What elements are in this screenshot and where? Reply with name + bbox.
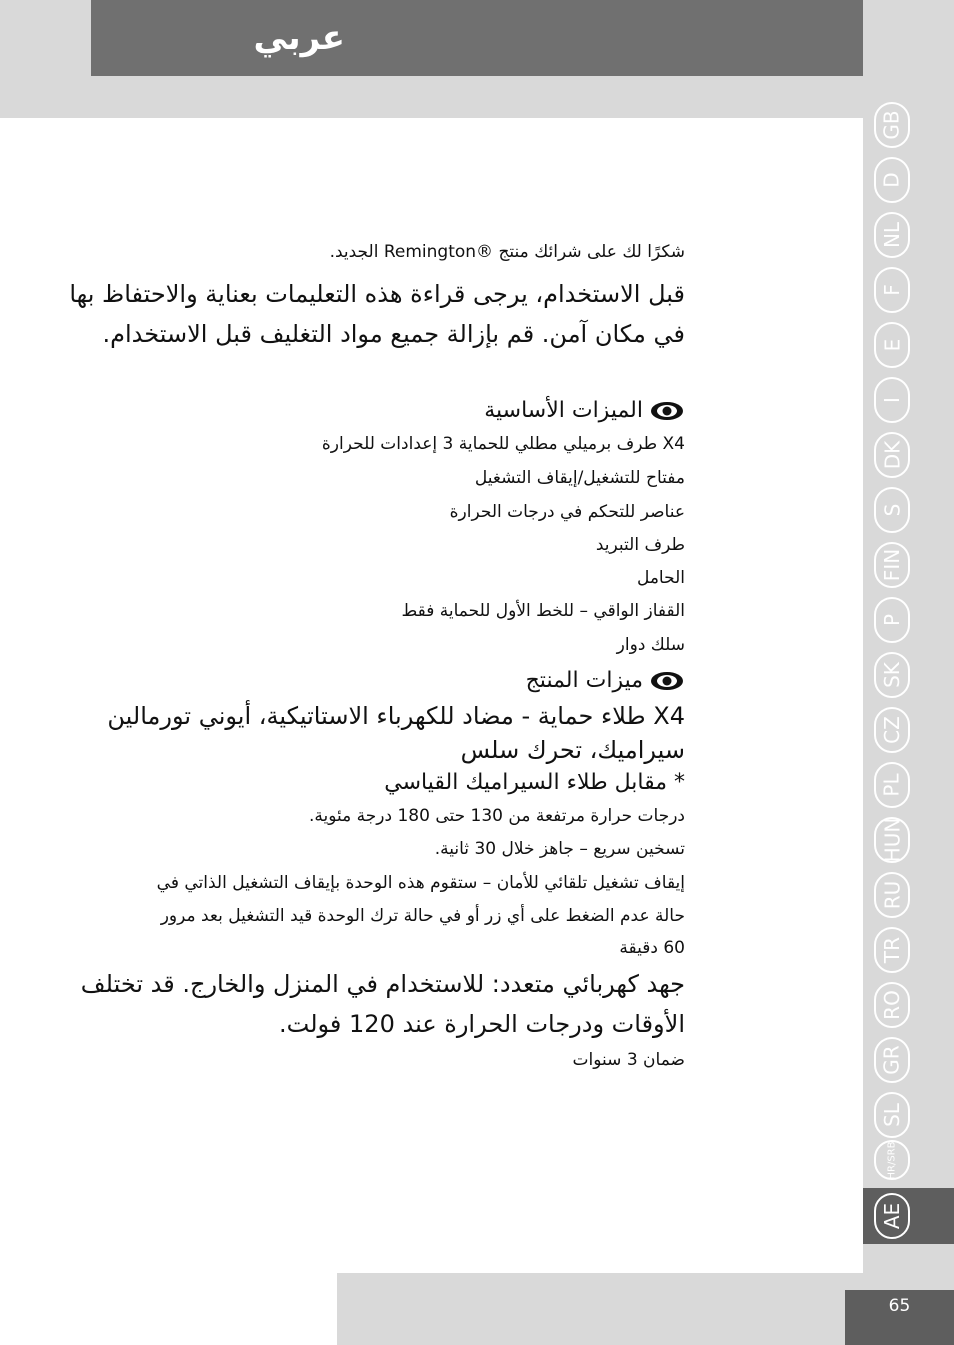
product-features-heading [526, 668, 685, 693]
lang-tab-hun[interactable]: HUN [874, 817, 910, 863]
lang-tab-f[interactable]: F [874, 267, 910, 313]
lang-tab-p[interactable]: P [874, 597, 910, 643]
lang-tab-dk[interactable]: DK [874, 432, 910, 478]
coating-line-2: سيراميك، تحرك سلس [460, 736, 685, 764]
page-number-box [845, 1290, 954, 1345]
page-number: 65 [888, 1296, 911, 1316]
lang-tab-pl[interactable]: PL [874, 762, 910, 808]
lang-tab-gr[interactable]: GR [874, 1037, 910, 1083]
warranty-line: ضمان 3 سنوات [572, 1050, 685, 1070]
bottom-grey-strip [337, 1273, 863, 1345]
coating-line-1: X4 طلاء حماية - مضاد للكهرباء الاستاتيكية، أيوني تورمالين [107, 702, 685, 730]
coating-line-3: * مقابل طلاء السيراميك القياسي [384, 770, 685, 795]
key-feature-item: القفاز الواقي – للخط الأول للحماية فقط [401, 601, 685, 621]
lang-tab-ae[interactable]: AE [874, 1193, 910, 1239]
lang-tab-ru[interactable]: RU [874, 872, 910, 918]
instructions-line-2: في مكان آمن. قم بإزالة جميع مواد التغليف قبل الاستخدام. [102, 320, 685, 348]
lang-tab-nl[interactable]: NL [874, 212, 910, 258]
lang-tab-sl[interactable]: SL [874, 1092, 910, 1138]
lang-tab-fin[interactable]: FIN [874, 542, 910, 588]
voltage-line-1: جهد كهربائي متعدد: للاستخدام في المنزل والخارج. قد تختلف [80, 970, 685, 998]
title-bar [91, 0, 863, 76]
shutoff-line-3: 60 دقيقة [619, 938, 685, 958]
key-feature-item: طرف التبريد [595, 535, 685, 555]
bottom-page-strip [0, 1273, 337, 1345]
key-feature-item: سلك دوار [616, 635, 685, 655]
page-body [0, 118, 863, 1273]
key-features-title: الميزات الأساسية [484, 398, 643, 423]
lang-tab-sk[interactable]: SK [874, 652, 910, 698]
heatup-line: تسخين سريع – جاهز خلال 30 ثانية. [434, 839, 685, 859]
eye-icon [649, 400, 685, 422]
lang-tab-i[interactable]: I [874, 377, 910, 423]
language-sidebar [863, 98, 954, 1248]
shutoff-line-1: إيقاف تشغيل تلقائي للأمان – ستقوم هذه الوحدة بإيقاف التشغيل الذاتي في [156, 873, 685, 893]
temperature-line: درجات حرارة مرتفعة من 130 حتى 180 درجة مئوية. [308, 806, 685, 826]
lang-tab-hr-srb[interactable]: HR/SRB [874, 1140, 910, 1180]
thanks-line: شكرًا لك على شرائك منتج ®Remington الجديد. [329, 242, 685, 262]
lang-tab-cz[interactable]: CZ [874, 707, 910, 753]
voltage-line-2: الأوقات ودرجات الحرارة عند 120 فولت. [279, 1010, 685, 1038]
lang-tab-s[interactable]: S [874, 487, 910, 533]
lang-tab-ro[interactable]: RO [874, 982, 910, 1028]
lang-tab-tr[interactable]: TR [874, 927, 910, 973]
key-features-heading [484, 398, 685, 423]
lang-tab-e[interactable]: E [874, 322, 910, 368]
shutoff-line-2: حالة عدم الضغط على أي زر أو في حالة ترك الوحدة قيد التشغيل بعد مرور [160, 906, 685, 926]
page-title: عربي [253, 18, 345, 58]
eye-icon [649, 670, 685, 692]
lang-tab-d[interactable]: D [874, 157, 910, 203]
instructions-line-1: قبل الاستخدام، يرجى قراءة هذه التعليمات بعناية والاحتفاظ بها [69, 280, 685, 308]
lang-tab-gb[interactable]: GB [874, 102, 910, 148]
key-feature-item: الحامل [636, 568, 685, 588]
key-feature-item: مفتاح للتشغيل/إيقاف التشغيل [474, 468, 685, 488]
product-features-title: ميزات المنتج [525, 668, 643, 693]
key-feature-item: عناصر للتحكم في درجات الحرارة [449, 502, 685, 522]
key-feature-item: X4 طرف برميلي مطلي للحماية 3 إعدادات للحرارة [321, 434, 685, 454]
